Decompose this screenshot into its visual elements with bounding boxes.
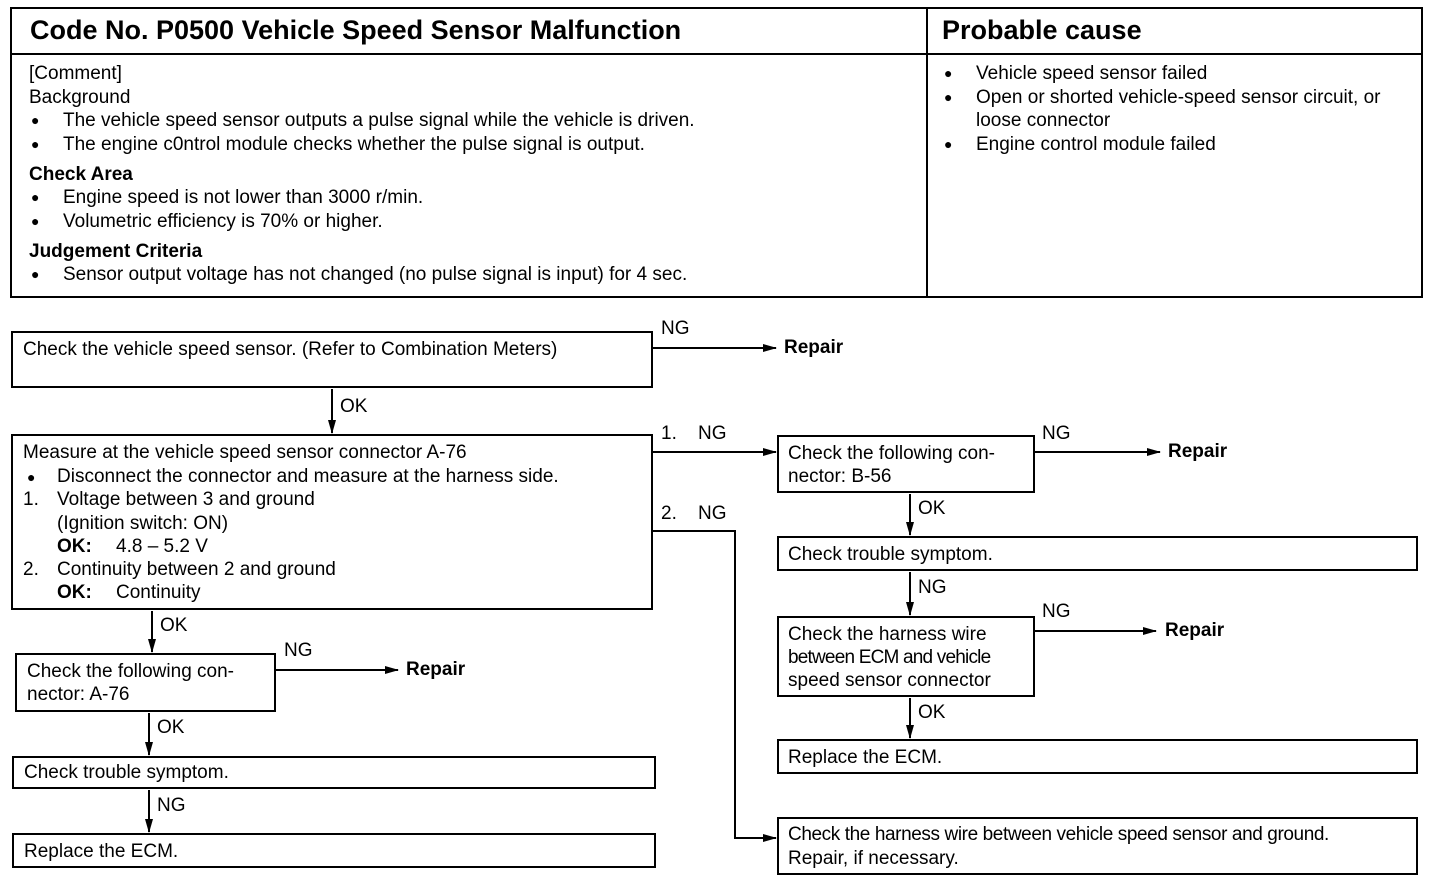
ok-label: OK — [157, 717, 185, 738]
probable-cause-title: Probable cause — [942, 15, 1142, 45]
list-item: ● The engine c0ntrol module checks whether the pulse signal is output. — [29, 133, 909, 157]
repair-label: Repair — [406, 659, 466, 680]
ok-label: OK: — [57, 536, 92, 557]
check-symptom-left-text: Check trouble symptom. — [24, 762, 229, 783]
list-item: ● Engine control module failed — [942, 133, 1412, 157]
list-item: ● Engine speed is not lower than 3000 r/min. — [29, 186, 909, 210]
check-area-label: Check Area — [29, 164, 133, 185]
ng-label: NG — [1042, 423, 1071, 444]
bullet-icon: ● — [27, 469, 36, 485]
ng-label: NG — [918, 577, 947, 598]
ok-label: OK — [918, 498, 946, 519]
check-connector-b56-line2: nector: B-56 — [788, 466, 892, 487]
list-item: ● The vehicle speed sensor outputs a pulse signal while the vehicle is driven. — [29, 109, 909, 133]
branch-2-label: 2. — [661, 503, 677, 524]
harness-ground-line2: Repair, if necessary. — [788, 848, 959, 869]
repair-label: Repair — [784, 337, 844, 358]
list-item: ● Vehicle speed sensor failed — [942, 62, 1412, 86]
replace-ecm-left-text: Replace the ECM. — [24, 841, 179, 862]
page-title: Code No. P0500 Vehicle Speed Sensor Malfunction — [30, 15, 682, 45]
measure-item2-ok: Continuity — [116, 582, 201, 603]
repair-label: Repair — [1165, 620, 1225, 641]
ng-label: NG — [698, 423, 727, 444]
check-connector-a76-line2: nector: A-76 — [27, 684, 130, 705]
ok-label: OK: — [57, 582, 92, 603]
repair-label: Repair — [1168, 441, 1228, 462]
check-symptom-right-text: Check trouble symptom. — [788, 544, 993, 565]
measure-n1: 1. — [23, 489, 39, 510]
measure-title: Measure at the vehicle speed sensor connector A-76 — [23, 442, 467, 463]
ok-label: OK — [340, 396, 368, 417]
ng-label: NG — [661, 318, 690, 339]
measure-bullet: Disconnect the connector and measure at the harness side. — [57, 466, 559, 487]
measure-item2: Continuity between 2 and ground — [57, 559, 336, 580]
harness-ecm-line1: Check the harness wire — [788, 624, 987, 645]
check-connector-b56-line1: Check the following con- — [788, 443, 995, 464]
branch-1-label: 1. — [661, 423, 677, 444]
judgement-criteria-label: Judgement Criteria — [29, 241, 203, 262]
harness-ground-line1: Check the harness wire between vehicle speed sensor and ground. — [788, 824, 1329, 845]
measure-n2: 2. — [23, 559, 39, 580]
list-item: ● Open or shorted vehicle-speed sensor circuit, or loose connector — [942, 86, 1412, 133]
ng-label: NG — [157, 795, 186, 816]
check-vss-text: Check the vehicle speed sensor. (Refer to Combination Meters) — [23, 339, 558, 360]
ng-label: NG — [284, 640, 313, 661]
check-connector-a76-line1: Check the following con- — [27, 661, 234, 682]
arrow-measure-harness-ground — [653, 531, 776, 838]
background-label: Background — [29, 86, 131, 108]
list-item: ● Sensor output voltage has not changed (no pulse signal is input) for 4 sec. — [29, 263, 909, 287]
ng-label: NG — [698, 503, 727, 524]
comment-label: [Comment] — [29, 63, 122, 84]
measure-item1-condition: (Ignition switch: ON) — [57, 513, 229, 534]
measure-item1-ok: 4.8 – 5.2 V — [116, 536, 208, 557]
list-item: ● Volumetric efficiency is 70% or higher. — [29, 210, 909, 234]
ng-label: NG — [1042, 601, 1071, 622]
ok-label: OK — [160, 615, 188, 636]
measure-item1: Voltage between 3 and ground — [57, 489, 315, 510]
harness-ecm-line3: speed sensor connector — [788, 670, 991, 691]
ok-label: OK — [918, 702, 946, 723]
replace-ecm-right-text: Replace the ECM. — [788, 747, 943, 768]
harness-ecm-line2: between ECM and vehicle — [788, 647, 991, 668]
